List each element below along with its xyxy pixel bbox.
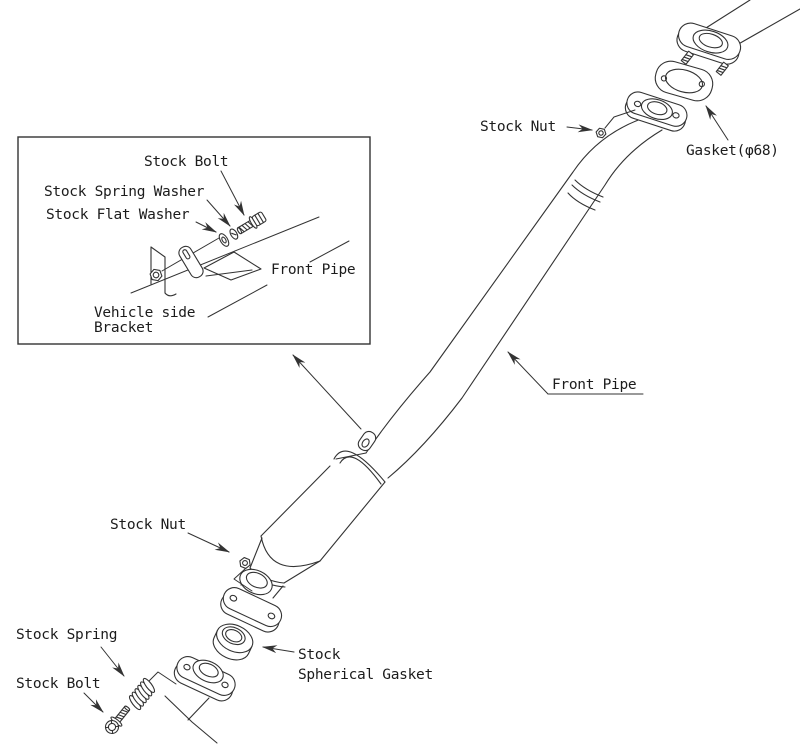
guide-lines bbox=[148, 110, 635, 684]
stock-nut-top-part bbox=[595, 128, 607, 139]
leader-stock-nut-mid bbox=[188, 533, 229, 552]
label-bracket: Bracket bbox=[94, 320, 154, 336]
label-stock-bolt: Stock Bolt bbox=[16, 676, 101, 692]
label-vehicle-side: Vehicle side bbox=[94, 305, 196, 321]
leader-spring-washer bbox=[207, 200, 230, 226]
label-stock-bolt-inset: Stock Bolt bbox=[144, 154, 229, 170]
label-stock-flat-washer: Stock Flat Washer bbox=[46, 207, 190, 223]
leader-stock-bolt-inset bbox=[221, 171, 244, 215]
leader-inset-pointer bbox=[293, 355, 361, 429]
leader-stock-nut-top bbox=[567, 127, 592, 130]
pipe-hanger-tab bbox=[356, 429, 378, 453]
front-pipe-body bbox=[336, 119, 662, 478]
leader-stock-spring bbox=[101, 647, 124, 676]
label-stock-nut-mid: Stock Nut bbox=[110, 517, 186, 533]
leader-flat-washer bbox=[196, 222, 216, 232]
spherical-gasket-part bbox=[209, 619, 258, 666]
label-stock-spring: Stock Spring bbox=[16, 627, 118, 643]
stock-spring-part bbox=[125, 676, 159, 712]
label-spherical-gasket-1: Stock bbox=[298, 647, 341, 663]
label-front-pipe-inset: Front Pipe bbox=[271, 262, 356, 278]
gasket-68-part bbox=[652, 58, 717, 105]
label-gasket-68: Gasket(φ68) bbox=[686, 143, 779, 159]
label-stock-spring-washer: Stock Spring Washer bbox=[44, 184, 205, 200]
stock-bolt-part bbox=[103, 703, 134, 736]
inset-bracket-plate bbox=[204, 252, 261, 280]
label-spherical-gasket-2: Spherical Gasket bbox=[298, 667, 433, 683]
leader-front-pipe bbox=[508, 352, 548, 394]
flange-stud bbox=[716, 62, 728, 75]
leader-spherical-gasket bbox=[263, 647, 294, 652]
leader-gasket bbox=[706, 106, 728, 140]
inset-washers-and-bolt bbox=[217, 210, 267, 248]
leader-stock-bolt bbox=[84, 693, 103, 712]
inset-slotted-tab bbox=[177, 244, 206, 280]
flange-stud bbox=[681, 51, 693, 64]
downstream-pipe-stub bbox=[165, 696, 217, 743]
label-stock-nut-top: Stock Nut bbox=[480, 119, 556, 135]
label-front-pipe: Front Pipe bbox=[552, 377, 637, 393]
